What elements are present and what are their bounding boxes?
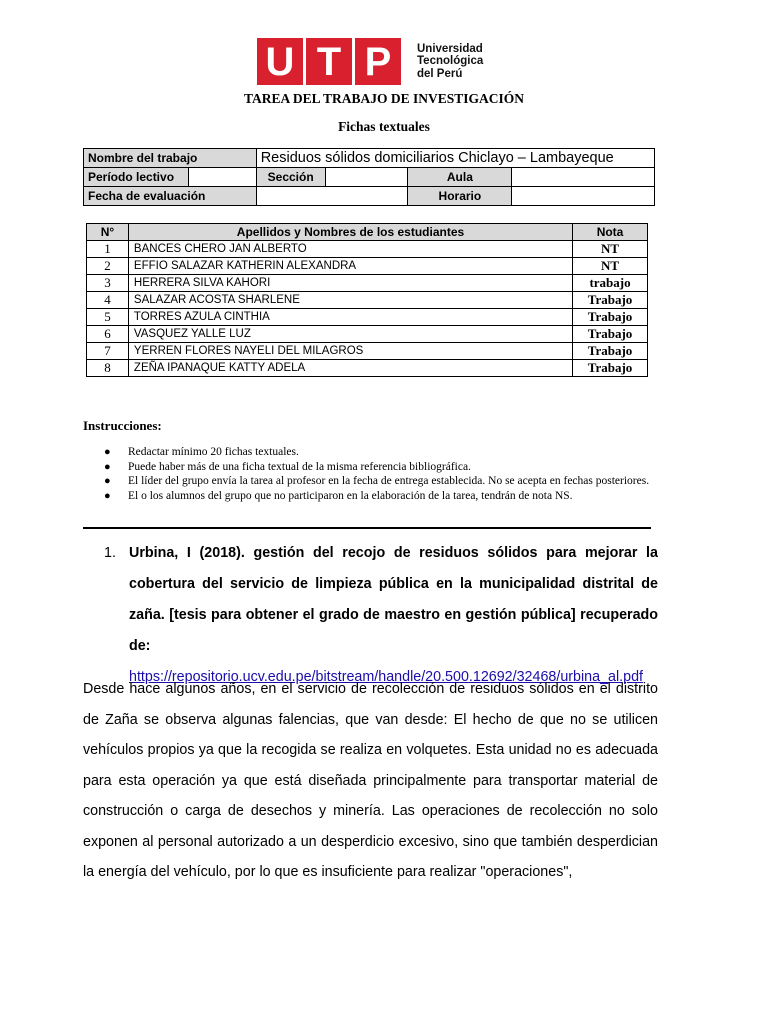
student-name: HERRERA SILVA KAHORI	[128, 275, 572, 292]
document-subtitle: Fichas textuales	[338, 119, 430, 134]
students-table	[86, 223, 648, 377]
student-grade: NT	[573, 258, 648, 275]
assignment-info-table	[83, 148, 655, 206]
student-grade: Trabajo	[573, 309, 648, 326]
utp-logo	[257, 38, 483, 85]
nombre-value: Residuos sólidos domiciliarios Chiclayo – Lambayeque	[256, 149, 654, 168]
student-grade: trabajo	[573, 275, 648, 292]
section-divider	[83, 527, 651, 529]
header-grade: Nota	[573, 224, 648, 241]
logo-line-2: Tecnológica	[417, 55, 484, 68]
student-number: 1	[87, 241, 129, 258]
instructions-title: Instrucciones:	[83, 418, 162, 433]
student-name: YERREN FLORES NAYELI DEL MILAGROS	[128, 343, 572, 360]
table-row	[87, 275, 648, 292]
list-item	[104, 475, 660, 488]
student-grade: Trabajo	[573, 326, 648, 343]
seccion-value	[325, 168, 408, 187]
nombre-label: Nombre del trabajo	[84, 149, 257, 168]
student-name: BANCES CHERO JAN ALBERTO	[128, 241, 572, 258]
instructions-list	[104, 446, 660, 504]
student-number: 6	[87, 326, 129, 343]
logo-line-3: del Perú	[417, 67, 463, 80]
student-grade: NT	[573, 241, 648, 258]
student-grade: Trabajo	[573, 292, 648, 309]
student-grade: Trabajo	[573, 360, 648, 377]
list-item	[104, 461, 660, 474]
periodo-value	[188, 168, 256, 187]
students-header-row	[87, 224, 648, 241]
student-name: SALAZAR ACOSTA SHARLENE	[128, 292, 572, 309]
logo-letter-t: T	[306, 38, 352, 85]
header-names: Apellidos y Nombres de los estudiantes	[128, 224, 572, 241]
fecha-value	[256, 187, 408, 206]
reference-number: 1.	[104, 545, 116, 561]
table-row	[87, 326, 648, 343]
body-paragraph: Desde hace algunos años, en el servicio de recolección de residuos sólidos en el distrito de Zaña se observa algunas falencias, que van desde: El hecho de que no se utilicen vehículos propios ya que la recogida se realiza en volquetes. Esta unidad no es adecuada para esta operación ya que está diseñada principalmente para transportar material de construcción o carga de desechos y minería. Las operaciones de recolección no solo exponen al personal autorizado a un desperdicio excesivo, sino que también desperdician la energía del vehículo, por lo que es insuficiente para realizar "operaciones",	[83, 681, 658, 880]
student-number: 7	[87, 343, 129, 360]
student-number: 8	[87, 360, 129, 377]
reference-entry	[104, 538, 658, 693]
logo-university-name	[417, 43, 483, 81]
student-grade: Trabajo	[573, 343, 648, 360]
instruction-text: Puede haber más de una ficha textual de la misma referencia bibliográfica.	[128, 460, 471, 473]
aula-value	[512, 168, 655, 187]
instruction-text: Redactar mínimo 20 fichas textuales.	[128, 446, 299, 458]
fecha-label: Fecha de evaluación	[84, 187, 257, 206]
table-row	[87, 292, 648, 309]
instruction-text: El o los alumnos del grupo que no participaron en la elaboración de la tarea, tendrán de nota NS.	[128, 489, 573, 502]
horario-value	[512, 187, 655, 206]
aula-label: Aula	[408, 168, 512, 187]
logo-letter-u: U	[257, 38, 303, 85]
table-row	[87, 360, 648, 377]
table-row	[87, 309, 648, 326]
table-row	[87, 241, 648, 258]
student-number: 2	[87, 258, 129, 275]
bullet-icon: ●	[104, 460, 111, 473]
seccion-label: Sección	[256, 168, 325, 187]
student-name: VASQUEZ YALLE LUZ	[128, 326, 572, 343]
student-name: EFFIO SALAZAR KATHERIN ALEXANDRA	[128, 258, 572, 275]
student-name: TORRES AZULA CINTHIA	[128, 309, 572, 326]
bullet-icon: ●	[104, 446, 111, 458]
list-item	[104, 490, 660, 503]
logo-letter-p: P	[355, 38, 401, 85]
reference-text: Urbina, I (2018). gestión del recojo de residuos sólidos para mejorar la cobertura del servicio de limpieza pública en la municipalidad distrital de zaña. [tesis para obtener el grado de maestro en gestión pública] recuperado de:	[129, 545, 658, 654]
reference-link[interactable]: https://repositorio.ucv.edu.pe/bitstream/handle/20.500.12692/32468/urbina_al.pdf	[129, 669, 643, 685]
student-number: 3	[87, 275, 129, 292]
bullet-icon: ●	[104, 489, 111, 502]
table-row	[87, 258, 648, 275]
header-number: N°	[87, 224, 129, 241]
bullet-icon: ●	[104, 475, 111, 487]
table-row	[87, 343, 648, 360]
student-number: 4	[87, 292, 129, 309]
logo-line-1: Universidad	[417, 42, 483, 55]
horario-label: Horario	[408, 187, 512, 206]
document-title: TAREA DEL TRABAJO DE INVESTIGACIÓN	[243, 91, 525, 106]
student-number: 5	[87, 309, 129, 326]
periodo-label: Período lectivo	[84, 168, 189, 187]
instruction-text: El líder del grupo envía la tarea al profesor en la fecha de entrega establecida. No se acepta en fechas posteriores.	[128, 475, 650, 487]
list-item	[104, 446, 660, 459]
student-name: ZEÑA IPANAQUE KATTY ADELA	[128, 360, 572, 377]
